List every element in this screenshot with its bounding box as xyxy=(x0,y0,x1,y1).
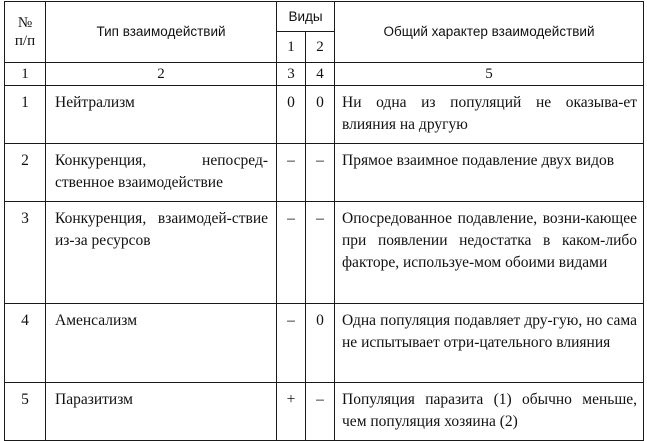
column-number: 5 xyxy=(335,63,644,86)
interaction-type: Аменсализм xyxy=(46,304,277,383)
header-species-1: 1 xyxy=(277,32,306,63)
row-number: 2 xyxy=(5,144,46,202)
table-row xyxy=(5,202,644,304)
interaction-description: Популяция паразита (1) обычно меньше, чем популяция хозяина (2) xyxy=(335,383,644,441)
species-2-effect: 0 xyxy=(306,86,335,144)
row-number: 1 xyxy=(5,86,46,144)
species-2-effect: – xyxy=(306,144,335,202)
interaction-type: Конкуренция, взаимодей-ствие из-за ресурсов xyxy=(46,202,277,304)
interaction-type: Нейтрализм xyxy=(46,86,277,144)
interaction-description: Ни одна из популяций не оказыва-ет влияния на другую xyxy=(335,86,644,144)
species-1-effect: + xyxy=(277,383,306,441)
column-number: 4 xyxy=(306,63,335,86)
header-row-top xyxy=(5,2,644,32)
row-number: 5 xyxy=(5,383,46,441)
species-1-effect: 0 xyxy=(277,86,306,144)
row-number: 3 xyxy=(5,202,46,304)
table-row xyxy=(5,86,644,144)
species-2-effect: – xyxy=(306,383,335,441)
header-species: Виды xyxy=(277,2,335,32)
column-number: 1 xyxy=(5,63,46,86)
column-number: 2 xyxy=(46,63,277,86)
table-row xyxy=(5,383,644,441)
header-general-character: Общий характер взаимодействий xyxy=(335,2,644,63)
column-number: 3 xyxy=(277,63,306,86)
row-number: 4 xyxy=(5,304,46,383)
header-number: № п/п xyxy=(5,2,46,63)
column-numbers-row xyxy=(5,63,644,86)
interaction-description: Прямое взаимное подавление двух видов xyxy=(335,144,644,202)
interaction-type: Паразитизм xyxy=(46,383,277,441)
header-species-2: 2 xyxy=(306,32,335,63)
interactions-table xyxy=(4,1,644,441)
species-2-effect: 0 xyxy=(306,304,335,383)
interaction-description: Одна популяция подавляет дру-гую, но сама не испытывает отри-цательного влияния xyxy=(335,304,644,383)
interaction-description: Опосредованное подавление, возни-кающее при появлении недостатка в каком-либо факторе, используе-мом обоими видами xyxy=(335,202,644,304)
species-2-effect: – xyxy=(306,202,335,304)
species-1-effect: – xyxy=(277,202,306,304)
interaction-type: Конкуренция, непосред-ственное взаимодействие xyxy=(46,144,277,202)
table-row xyxy=(5,144,644,202)
species-1-effect: – xyxy=(277,304,306,383)
table-row xyxy=(5,304,644,383)
header-interaction-type: Тип взаимодействий xyxy=(46,2,277,63)
species-1-effect: – xyxy=(277,144,306,202)
